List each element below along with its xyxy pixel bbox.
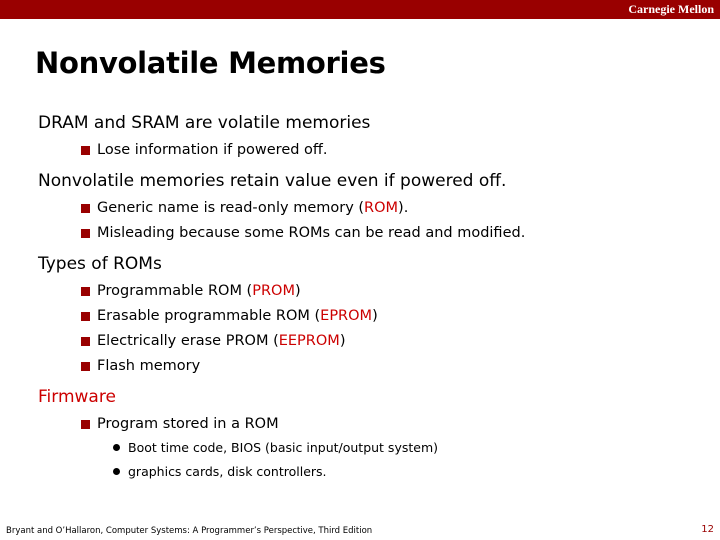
page-number: 12	[701, 524, 714, 535]
sub-bullet	[38, 357, 698, 376]
sub-bullet-text: Programmable ROM (	[97, 283, 253, 299]
footer-citation: Bryant and O’Hallaron, Computer Systems: A Programmer’s Perspective, Third Edition	[6, 526, 373, 536]
sub-bullet	[38, 199, 698, 218]
sub-bullet-text: Erasable programmable ROM (	[97, 308, 321, 324]
term-highlight: ROM	[364, 200, 399, 216]
square-bullet-icon	[81, 204, 90, 213]
sub-bullet-text: ).	[398, 200, 409, 216]
sub-bullet-text: Program stored in a ROM	[97, 416, 279, 432]
term-highlight: PROM	[252, 283, 295, 299]
sub-bullet-text: )	[339, 333, 346, 349]
slide-title: Nonvolatile Memories	[35, 46, 386, 80]
sub-sub-bullet	[38, 463, 698, 480]
sub-bullet-text: )	[294, 283, 301, 299]
sub-bullet	[38, 307, 698, 326]
square-bullet-icon	[81, 337, 90, 346]
sub-bullet-text: Electrically erase PROM (	[97, 333, 279, 349]
sub-sub-bullet-text: graphics cards, disk controllers.	[128, 464, 327, 479]
circle-bullet-icon	[113, 444, 120, 451]
square-bullet-icon	[81, 420, 90, 429]
sub-bullet	[38, 332, 698, 351]
square-bullet-icon	[81, 146, 90, 155]
square-bullet-icon	[81, 362, 90, 371]
sub-bullet	[38, 224, 698, 243]
square-bullet-icon	[81, 229, 90, 238]
sub-bullet-text: )	[372, 308, 378, 324]
sub-bullet-text: Misleading because some ROMs can be read and modified.	[97, 225, 526, 241]
circle-bullet-icon	[113, 468, 120, 475]
bullet-volatile: DRAM and SRAM are volatile memories	[38, 113, 371, 133]
brand-label: Carnegie Mellon	[628, 2, 714, 16]
sub-bullet	[38, 141, 698, 160]
sub-bullet-text: Flash memory	[97, 358, 201, 374]
sub-bullet	[38, 282, 698, 301]
sub-bullet-text: Lose information if powered off.	[97, 142, 328, 158]
sub-bullet-text: Generic name is read-only memory (	[97, 200, 365, 216]
term-highlight: EEPROM	[278, 333, 340, 349]
square-bullet-icon	[81, 312, 90, 321]
term-highlight: EPROM	[320, 308, 373, 324]
sub-bullet	[38, 415, 698, 434]
slide-content	[38, 112, 698, 480]
header-bar	[0, 0, 720, 19]
bullet-firmware: Firmware	[38, 387, 116, 407]
sub-sub-bullet	[38, 439, 698, 456]
sub-sub-bullet-text: Boot time code, BIOS (basic input/output system)	[128, 440, 438, 455]
bullet-nonvolatile: Nonvolatile memories retain value even if powered off.	[38, 171, 507, 191]
bullet-types: Types of ROMs	[38, 254, 162, 274]
square-bullet-icon	[81, 287, 90, 296]
